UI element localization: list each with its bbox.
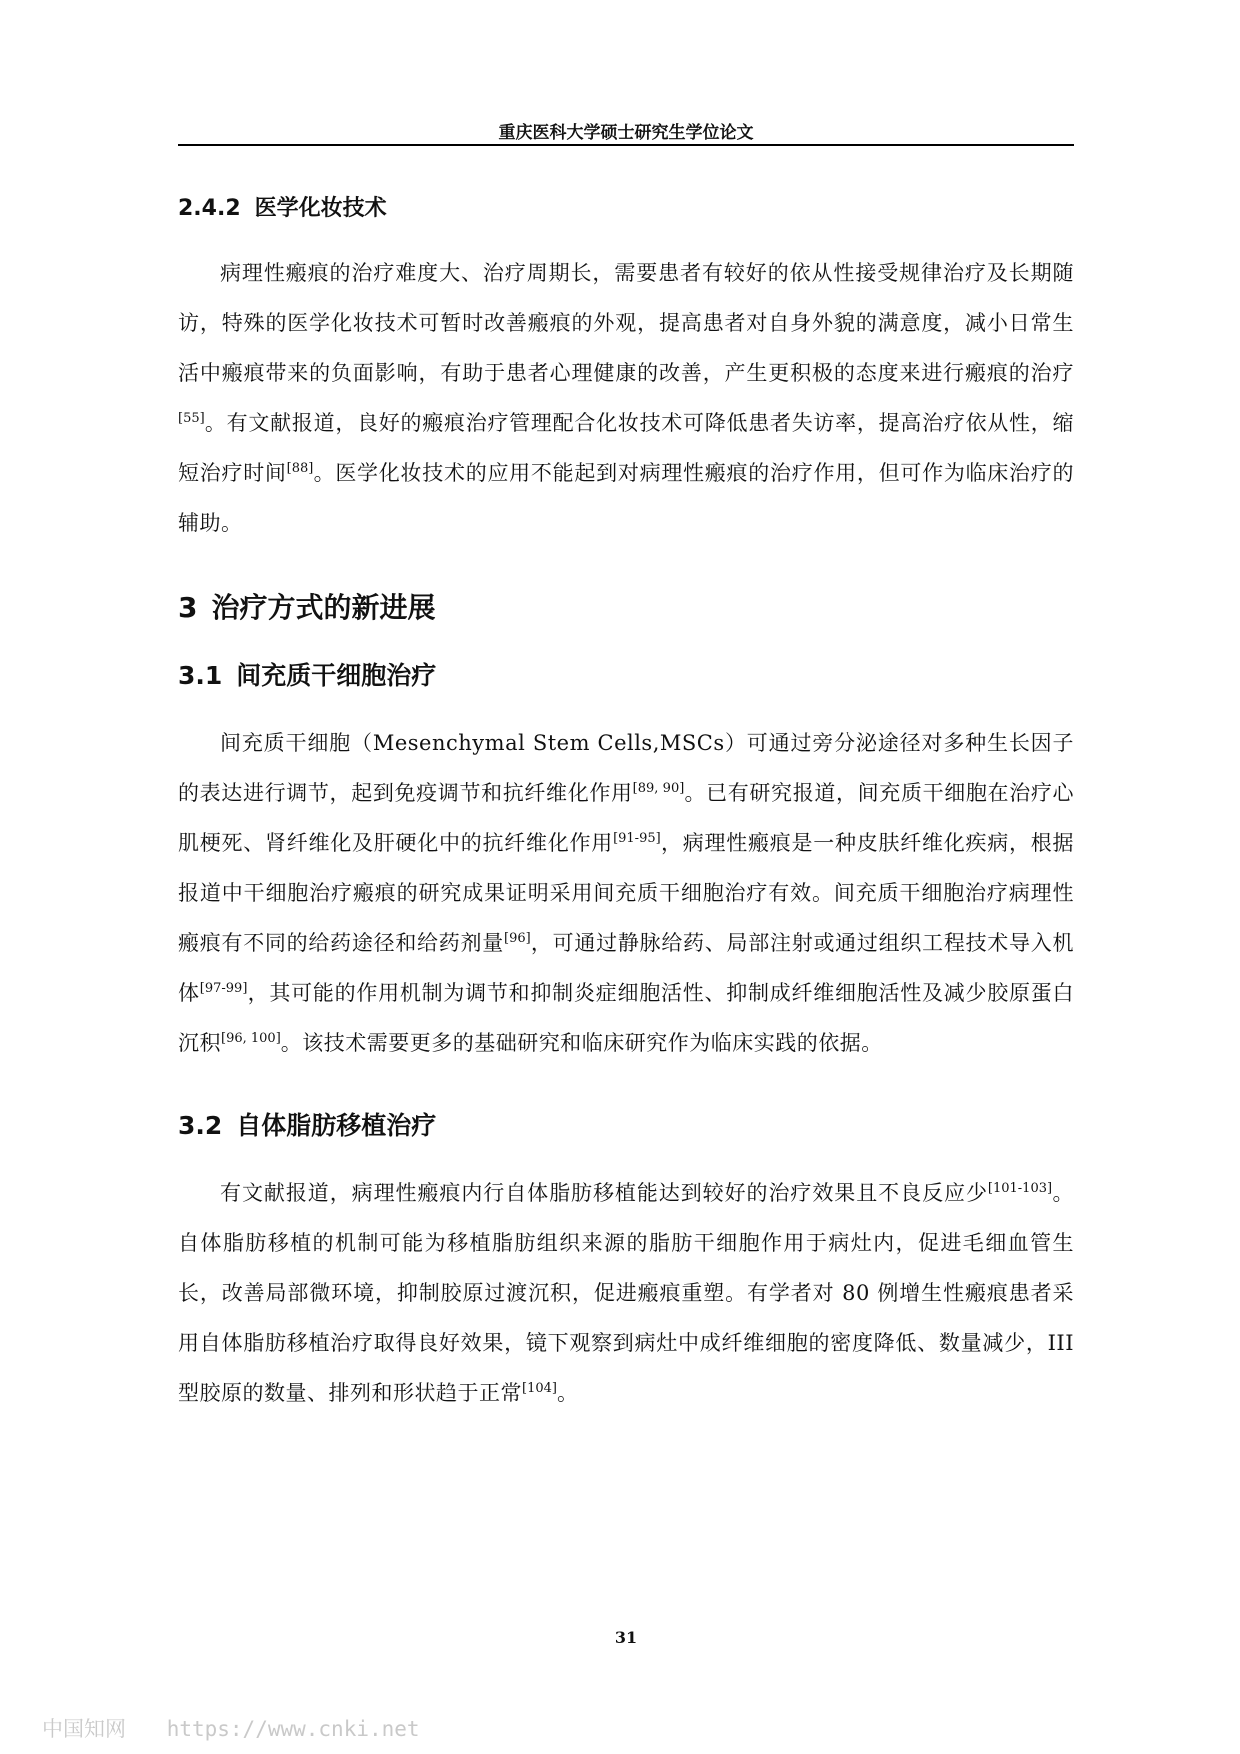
text-run: ，病理性瘢痕是一种皮肤纤维化疾病，根据报道中干细胞治疗瘢痕的研究成果证明采用间充质干细胞治疗有效。间充质干细胞治疗病理性瘢痕有不同的给药途径和给药剂量 [178, 831, 1074, 955]
text-run: ，其可能的作用机制为调节和抑制炎症细胞活性、抑制成纤维细胞活性及减少胶原蛋白沉积 [178, 981, 1075, 1055]
watermark [42, 1713, 420, 1743]
heading-title: 治疗方式的新进展 [211, 591, 436, 624]
citation-ref: [88] [286, 461, 314, 476]
heading-title: 间充质干细胞治疗 [236, 661, 437, 690]
chapter-heading [178, 586, 1074, 626]
text-run: 。有文献报道，良好的瘢痕治疗管理配合化妆技术可降低患者失访率，提高治疗依从性，缩短治疗时间 [178, 411, 1074, 485]
citation-ref: [104] [522, 1381, 557, 1396]
running-header: 重庆医科大学硕士研究生学位论文 [498, 123, 754, 143]
body-paragraph [178, 248, 1074, 548]
citation-ref: [96] [504, 931, 531, 946]
citation-ref: [89, 90] [632, 781, 685, 796]
heading-title: 自体脂肪移植治疗 [236, 1111, 437, 1140]
section-heading [178, 1106, 1074, 1142]
heading-number: 3.2 [178, 1111, 223, 1140]
header-rule [178, 144, 1074, 146]
text-run: 。该技术需要更多的基础研究和临床研究作为临床实践的依据。 [280, 1031, 883, 1055]
heading-number: 3 [178, 591, 198, 624]
page-body [178, 185, 1074, 1456]
citation-ref: [97-99] [199, 981, 248, 996]
citation-ref: [96, 100] [221, 1031, 281, 1046]
sub-heading [178, 191, 1074, 222]
section-heading [178, 656, 1074, 692]
heading-title: 医学化妆技术 [254, 196, 387, 221]
citation-ref: [55] [178, 411, 205, 426]
citation-ref: [101-103] [987, 1181, 1053, 1196]
text-run: 间充质干细胞（Mesenchymal Stem Cells,MSCs）可通过旁分泌途径对多种生长因子的表达进行调节，起到免疫调节和抗纤维化作用 [178, 731, 1074, 805]
watermark-name: 中国知网 [42, 1717, 126, 1741]
heading-number: 2.4.2 [178, 196, 241, 221]
text-run: ，可通过静脉给药、局部注射或通过组织工程技术导入机体 [178, 931, 1075, 1005]
text-run: 。 [556, 1381, 579, 1405]
page-number: 31 [614, 1628, 638, 1647]
watermark-url: https://www.cnki.net [166, 1717, 420, 1741]
citation-ref: [91-95] [613, 831, 661, 846]
text-run: 。已有研究报道，间充质干细胞在治疗心肌梗死、肾纤维化及肝硬化中的抗纤维化作用 [178, 781, 1075, 855]
heading-number: 3.1 [178, 661, 223, 690]
text-run: 有文献报道，病理性瘢痕内行自体脂肪移植能达到较好的治疗效果且不良反应少 [220, 1181, 988, 1205]
body-paragraph [178, 1168, 1074, 1418]
text-run: 病理性瘢痕的治疗难度大、治疗周期长，需要患者有较好的依从性接受规律治疗及长期随访，特殊的医学化妆技术可暂时改善瘢痕的外观，提高患者对自身外貌的满意度，减小日常生活中瘢痕带来的负面影响，有助于患者心理健康的改善，产生更积极的态度来进行瘢痕的治疗 [178, 261, 1074, 385]
body-paragraph [178, 718, 1074, 1068]
text-run: 。自体脂肪移植的机制可能为移植脂肪组织来源的脂肪干细胞作用于病灶内，促进毛细血管生长，改善局部微环境，抑制胶原过渡沉积，促进瘢痕重塑。有学者对 80 例增生性瘢痕患者采用自体脂肪移植治疗取得良好效果，镜下观察到病灶中成纤维细胞的密度降低、数量减少，III 型胶原的数量、排列和形状趋于正常 [178, 1181, 1075, 1405]
text-run: 。医学化妆技术的应用不能起到对病理性瘢痕的治疗作用，但可作为临床治疗的辅助。 [178, 461, 1075, 535]
